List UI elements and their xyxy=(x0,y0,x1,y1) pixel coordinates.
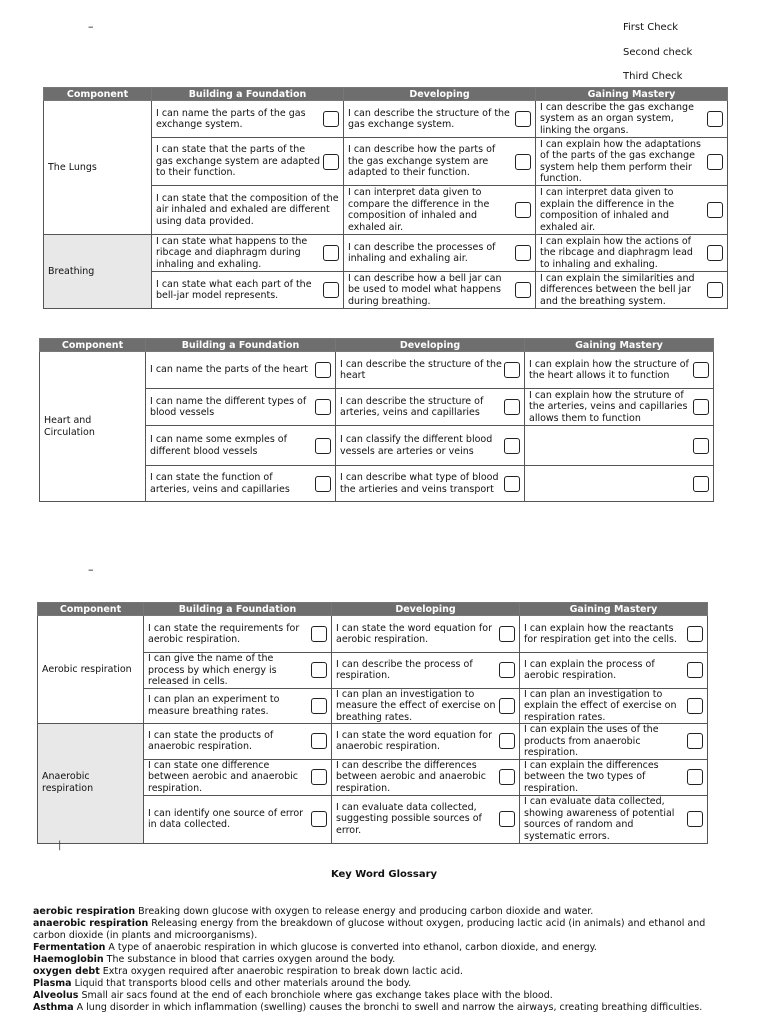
header-row xyxy=(44,88,728,101)
glossary-definition: Releasing energy from the breakdown of glucose without oxygen, producing lactic acid (in animals) and ethanol and carbon dioxide (in plants and microorganisms). xyxy=(33,918,706,941)
checkbox[interactable] xyxy=(707,111,723,127)
criterion-text: I can explain how the structure of the heart allows it to function xyxy=(529,358,689,381)
criterion-text: I can name some exmples of different blood vessels xyxy=(150,434,287,457)
component-heart: Heart and Circulation xyxy=(40,352,146,502)
component-breathing: Breathing xyxy=(44,235,152,309)
checkbox[interactable] xyxy=(499,733,515,749)
criterion-text: I can evaluate data collected, showing awareness of potential sources of random and systematic errors. xyxy=(524,796,675,842)
col-foundation: Building a Foundation xyxy=(146,339,336,352)
glossary-entry xyxy=(33,990,738,1002)
criterion-text: I can classify the different blood vessels are arteries or veins xyxy=(340,434,493,457)
checkbox[interactable] xyxy=(504,438,520,454)
table-row xyxy=(40,352,714,389)
col-developing: Developing xyxy=(336,339,525,352)
glossary-term: Plasma xyxy=(33,978,72,989)
checkbox[interactable] xyxy=(315,476,331,492)
checkbox[interactable] xyxy=(311,662,327,678)
first-check-label: First Check xyxy=(623,22,678,33)
glossary-term: oxygen debt xyxy=(33,966,100,977)
checkbox[interactable] xyxy=(707,154,723,170)
criterion-text: I can name the different types of blood vessels xyxy=(150,395,307,418)
criterion-text: I can describe the process of respiration. xyxy=(336,658,473,682)
glossary-definition: Breaking down glucose with oxygen to release energy and producing carbon dioxide and water. xyxy=(135,906,594,917)
tick-mark: | xyxy=(58,840,62,851)
checkbox[interactable] xyxy=(687,698,703,714)
second-check-label: Second check xyxy=(623,46,693,58)
glossary-definition: Extra oxygen required after anaerobic respiration to break down lactic acid. xyxy=(99,966,464,977)
criterion-text: I can explain the differences between the two types of respiration. xyxy=(524,759,659,794)
glossary-definition: A type of anaerobic respiration in which glucose is converted into ethanol, carbon dioxide, and energy. xyxy=(105,942,597,953)
checkbox[interactable] xyxy=(323,154,339,170)
criterion-text: I can state what each part of the bell-jar model represents. xyxy=(156,278,312,301)
glossary-entry xyxy=(33,918,738,942)
table-row xyxy=(38,616,708,653)
col-component: Component xyxy=(40,339,146,352)
glossary-term: Alveolus xyxy=(33,990,79,1001)
checkbox[interactable] xyxy=(323,111,339,127)
checkbox[interactable] xyxy=(707,202,723,218)
criterion-text: I can state that the composition of the air inhaled and exhaled are different using data provided. xyxy=(156,192,339,227)
table-row xyxy=(44,235,728,272)
glossary-definition: Liquid that transports blood cells and other materials around the body. xyxy=(71,978,412,989)
criterion-text: I can plan an experiment to measure breathing rates. xyxy=(148,694,280,717)
respiration-table xyxy=(37,602,708,844)
criterion-text: I can explain how the actions of the ribcage and diaphragm lead to inhaling and exhaling. xyxy=(540,235,693,270)
criterion-text: I can state the function of arteries, veins and capillaries xyxy=(150,472,290,495)
glossary-term: Haemoglobin xyxy=(33,954,104,965)
glossary-entry xyxy=(33,906,738,918)
glossary-term: anaerobic respiration xyxy=(33,918,149,929)
checkbox[interactable] xyxy=(315,362,331,378)
checkbox[interactable] xyxy=(311,626,327,642)
lungs-breathing-table xyxy=(43,87,728,309)
checkbox[interactable] xyxy=(499,769,515,785)
table-row xyxy=(38,724,708,760)
glossary-term: Fermentation xyxy=(33,942,106,953)
header-row xyxy=(40,339,714,352)
glossary-definition: Small air sacs found at the end of each bronchiole where gas exchange takes place with the blood. xyxy=(78,990,553,1001)
checkbox[interactable] xyxy=(687,733,703,749)
checkbox[interactable] xyxy=(499,811,515,827)
checkbox[interactable] xyxy=(693,476,709,492)
glossary-term: aerobic respiration xyxy=(33,906,136,917)
checkbox[interactable] xyxy=(707,282,723,298)
checkbox[interactable] xyxy=(693,399,709,415)
criterion-text: I can state that the parts of the gas exchange system are adapted to their function. xyxy=(156,144,320,179)
criterion-text: I can plan an investigation to explain the effect of exercise on respiration rates. xyxy=(524,688,677,723)
glossary-entry xyxy=(33,1002,738,1014)
col-developing: Developing xyxy=(344,88,536,101)
heart-circulation-table xyxy=(39,338,714,502)
checkbox[interactable] xyxy=(707,245,723,261)
checkbox[interactable] xyxy=(515,282,531,298)
checkbox[interactable] xyxy=(323,282,339,298)
glossary-entry xyxy=(33,966,738,978)
third-check-label: Third Check xyxy=(623,71,683,82)
criterion-text: I can interpret data given to explain the difference in the composition of inhaled and exhaled air. xyxy=(540,187,675,233)
criterion-text: I can describe the structure of the gas exchange system. xyxy=(348,107,510,130)
checkbox[interactable] xyxy=(504,362,520,378)
criterion-text: I can describe the gas exchange system as an organ system, linking the organs. xyxy=(540,101,694,136)
criterion-text: I can describe the differences between aerobic and anaerobic respiration. xyxy=(336,759,486,794)
glossary-title: Key Word Glossary xyxy=(330,869,438,880)
col-foundation: Building a Foundation xyxy=(152,88,344,101)
col-mastery: Gaining Mastery xyxy=(520,603,708,616)
checkbox[interactable] xyxy=(499,626,515,642)
criterion-text: I can describe how a bell jar can be used to model what happens during breathing. xyxy=(348,272,502,307)
checkbox[interactable] xyxy=(311,733,327,749)
criterion-text: I can name the parts of the gas exchange system. xyxy=(156,107,306,130)
criterion-text: I can state the requirements for aerobic respiration. xyxy=(148,622,300,645)
criterion-text: I can state the products of anaerobic respiration. xyxy=(148,729,274,753)
checkbox[interactable] xyxy=(311,769,327,785)
checkbox[interactable] xyxy=(693,438,709,454)
checkbox[interactable] xyxy=(315,399,331,415)
checkbox[interactable] xyxy=(315,438,331,454)
col-foundation: Building a Foundation xyxy=(144,603,332,616)
col-component: Component xyxy=(44,88,152,101)
criterion-text: I can identify one source of error in data collected. xyxy=(148,807,304,830)
dash-mark-mid: – xyxy=(88,563,94,576)
checkbox[interactable] xyxy=(499,698,515,714)
glossary-term: Asthma xyxy=(33,1002,74,1013)
checkbox[interactable] xyxy=(687,811,703,827)
glossary-entry xyxy=(33,954,738,966)
criterion-text: I can state the word equation for aerobic respiration. xyxy=(336,622,492,645)
checkbox[interactable] xyxy=(504,399,520,415)
criterion-text: I can describe the processes of inhaling and exhaling air. xyxy=(348,241,496,264)
checkbox[interactable] xyxy=(515,202,531,218)
col-mastery: Gaining Mastery xyxy=(536,88,728,101)
checkbox[interactable] xyxy=(311,698,327,714)
component-lungs: The Lungs xyxy=(44,101,152,235)
criterion-text: I can state the word equation for anaerobic respiration. xyxy=(336,729,492,753)
criterion-text: I can explain how the adaptations of the parts of the gas exchange system help them perform their function. xyxy=(540,138,702,184)
checkbox[interactable] xyxy=(687,769,703,785)
criterion-text: I can describe the structure of the heart xyxy=(340,358,502,381)
checkbox[interactable] xyxy=(311,811,327,827)
checkbox[interactable] xyxy=(323,245,339,261)
criterion-text: I can state one difference between aerobic and anaerobic respiration. xyxy=(148,759,298,794)
criterion-text: I can evaluate data collected, suggesting possible sources of error. xyxy=(336,801,482,836)
check-list xyxy=(623,21,692,95)
criterion-text: I can interpret data given to compare the difference in the composition of inhaled and exhaled air. xyxy=(348,187,490,233)
checkbox[interactable] xyxy=(687,626,703,642)
criterion-text: I can state what happens to the ribcage and diaphragm during inhaling and exhaling. xyxy=(156,235,308,270)
criterion-text: I can plan an investigation to measure the effect of exercise on breathing rates. xyxy=(336,688,496,723)
criterion-text: I can give the name of the process by which energy is released in cells. xyxy=(148,653,277,687)
criterion-text: I can name the parts of the heart xyxy=(150,364,309,376)
checkbox[interactable] xyxy=(515,245,531,261)
criterion-text: I can describe how the parts of the gas exchange system are adapted to their function. xyxy=(348,144,496,179)
glossary-entry xyxy=(33,978,738,990)
header-row xyxy=(38,603,708,616)
checkbox[interactable] xyxy=(499,662,515,678)
criterion-text: I can explain the uses of the products from anaerobic respiration. xyxy=(524,724,659,758)
glossary-definition: The substance in blood that carries oxygen around the body. xyxy=(103,954,396,965)
criterion-text: I can explain the process of aerobic respiration. xyxy=(524,658,655,682)
criterion-text: I can describe the structure of arteries, veins and capillaries xyxy=(340,395,484,418)
checkbox[interactable] xyxy=(515,111,531,127)
checkbox[interactable] xyxy=(504,476,520,492)
criterion-text: I can explain how the reactants for respiration get into the cells. xyxy=(524,622,677,645)
checkbox[interactable] xyxy=(687,662,703,678)
criterion-text: I can explain the similarities and differences between the bell jar and the breathing system. xyxy=(540,272,695,307)
criterion-text: I can describe what type of blood the artieries and veins transport xyxy=(340,472,499,495)
dash-mark-top: – xyxy=(88,20,94,33)
checkbox[interactable] xyxy=(693,362,709,378)
col-developing: Developing xyxy=(332,603,520,616)
glossary-definition: A lung disorder in which inflammation (swelling) causes the bronchi to swell and narrow the airways, creating breathing difficulties. xyxy=(73,1002,703,1013)
component-anaerobic: Anaerobic respiration xyxy=(38,724,144,844)
glossary-entry xyxy=(33,942,738,954)
component-aerobic: Aerobic respiration xyxy=(38,616,144,724)
col-component: Component xyxy=(38,603,144,616)
glossary xyxy=(33,906,738,1014)
checkbox[interactable] xyxy=(515,154,531,170)
criterion-text: I can explain how the struture of the arteries, veins and capillaries allows them to function xyxy=(529,389,688,424)
table-row xyxy=(44,101,728,138)
col-mastery: Gaining Mastery xyxy=(525,339,714,352)
